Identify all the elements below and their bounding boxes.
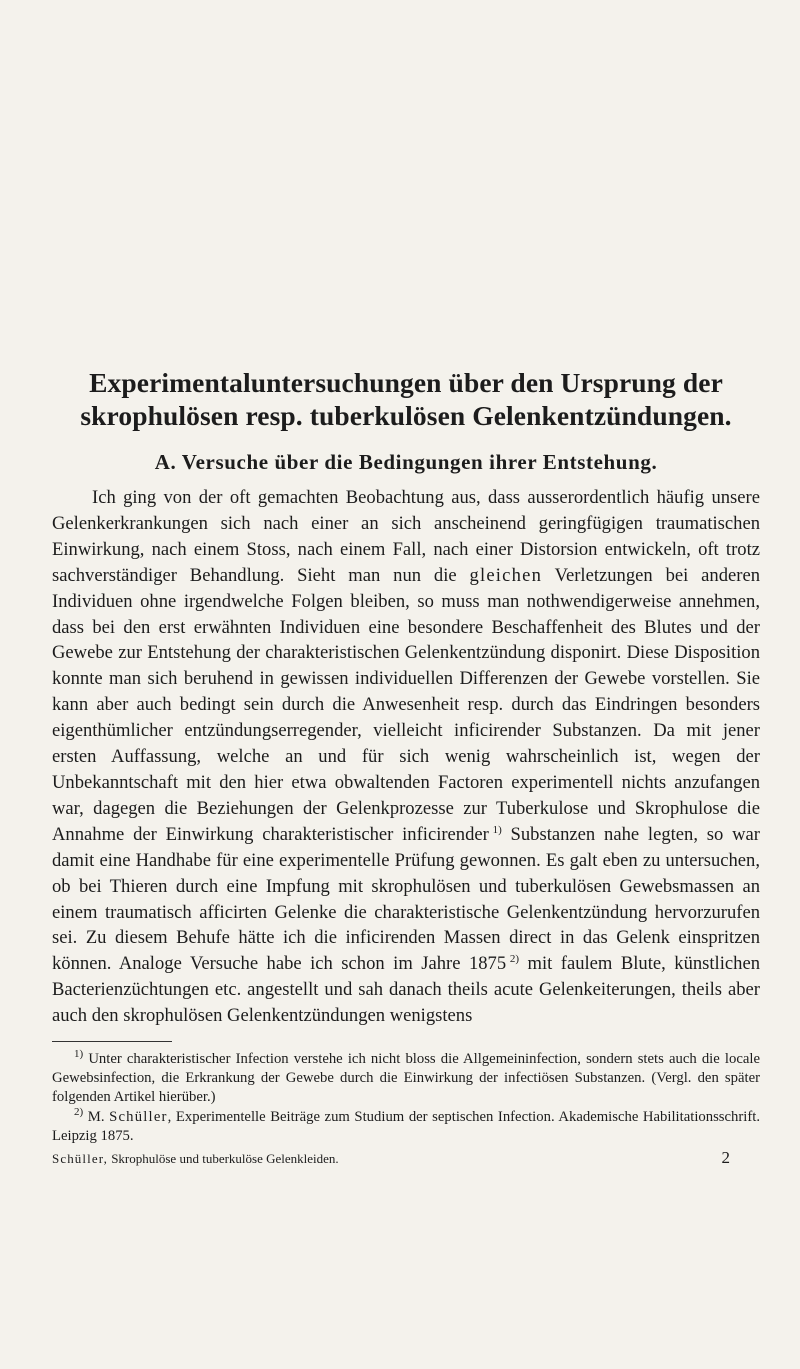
running-footer — [52, 1151, 339, 1167]
title-line-2: skrophulösen resp. tuberkulösen Gelenkentzündungen. — [80, 400, 732, 431]
body-text-part-4: mit faulem Blute, künstlichen Bacterienzüchtungen etc. angestellt und sah danach theils acute Gelenkeiterungen, theils aber auch den skrophulösen Gelenkentzündungen wenigstens — [52, 953, 760, 1027]
chapter-title — [52, 366, 760, 432]
section-heading: A. Versuche über die Bedingungen ihrer Entstehung. — [154, 450, 658, 474]
footnote-2-author: Schüller — [109, 1108, 168, 1125]
footer-author: Schüller, — [52, 1151, 108, 1167]
body-text-part-1: Ich ging von der oft gemachten Beobachtung aus, dass ausserordentlich häufig unsere Gelenkerkrankungen sich nach einer an sich anscheinend geringfügigen traumatischen Einwirkung, nach einem Stoss, nach einem Fall, nach einer Distorsion entwickeln, oft trotz sachverständiger Behandlung. Sieht man nun die — [52, 487, 760, 586]
body-text-part-2: Verletzungen bei anderen Individuen ohne irgendwelche Folgen bleiben, so muss man nothwendigerweise annehmen, dass bei den erst erwähnten Individuen eine besondere Beschaffenheit des Blutes und der Gewebe zur Entstehung der charakteristischen Gelenkentzündung disponirt. Diese Disposition konnte man sich beruhend in gewissen individuellen Differenzen der Gewebe vorstellen. Sie kann aber auch bedingt sein durch die Anwesenheit resp. durch das Eindringen besonders eigenthümlicher entzündungserregender, vielleicht inficirender Substanzen. Da mit jener ersten Auffassung, welche an und für sich wenig wahrscheinlich ist, wegen der Unbekanntschaft mit den hier etwa obwaltenden Factoren experimentell nichts anzufangen war, dagegen die Beziehungen der Gelenkprozesse zur Tuberkulose und Skrophulose die Annahme der Einwirkung charakteristischer inficirender — [52, 564, 760, 845]
body-text-part-3: Substanzen nahe legten, so war damit eine Handhabe für eine experimentelle Prüfung gewonnen. Es galt eben zu untersuchen, ob bei Thieren durch eine Impfung mit skrophulösen und tuberkulösen Gewebsmassen an einem traumatisch afficirten Gelenke die charakteristische Gelenkentzündung hervorzurufen sei. Zu diesem Behufe hätte ich die inficirenden Massen direct in das Gelenk einspritzen können. Analoge Versuche habe ich schon im Jahre 1875 — [52, 823, 760, 975]
signature-mark: 2 — [721, 1148, 730, 1168]
body-paragraph — [52, 485, 760, 1029]
footer-book-title: Skrophulöse und tuberkulöse Gelenkleiden. — [107, 1151, 339, 1167]
footnote-1 — [52, 1050, 760, 1108]
footnote-ref-2[interactable]: 2) — [509, 953, 520, 966]
footnote-1-mark: 1) — [74, 1048, 84, 1061]
footnote-ref-1[interactable]: 1) — [492, 823, 502, 836]
footnote-2 — [52, 1105, 760, 1146]
page-footer — [52, 1148, 760, 1168]
footnote-1-text: Unter charakteristischer Infection verstehe ich nicht bloss die Allgemeininfection, sondern stets auch die locale Gewebsinfection, die Erkrankung der Gewebe durch die Einwirkung der infectiösen Substanzen. (Vergl. den später folgenden Artikel hierüber.) — [52, 1051, 760, 1106]
footnote-2-mark: 2) — [74, 1105, 84, 1118]
footnote-divider — [52, 1041, 172, 1042]
page-content — [52, 366, 760, 1168]
footnote-2-prefix: M. — [83, 1108, 110, 1125]
footnote-2-text: , Experimentelle Beiträge zum Studium der septischen Infection. Akademische Habilitationsschrift. Leipzig 1875. — [52, 1108, 760, 1144]
emphasized-word: gleichen — [469, 564, 543, 586]
title-line-1: Experimentaluntersuchungen über den Ursprung der — [89, 367, 723, 398]
